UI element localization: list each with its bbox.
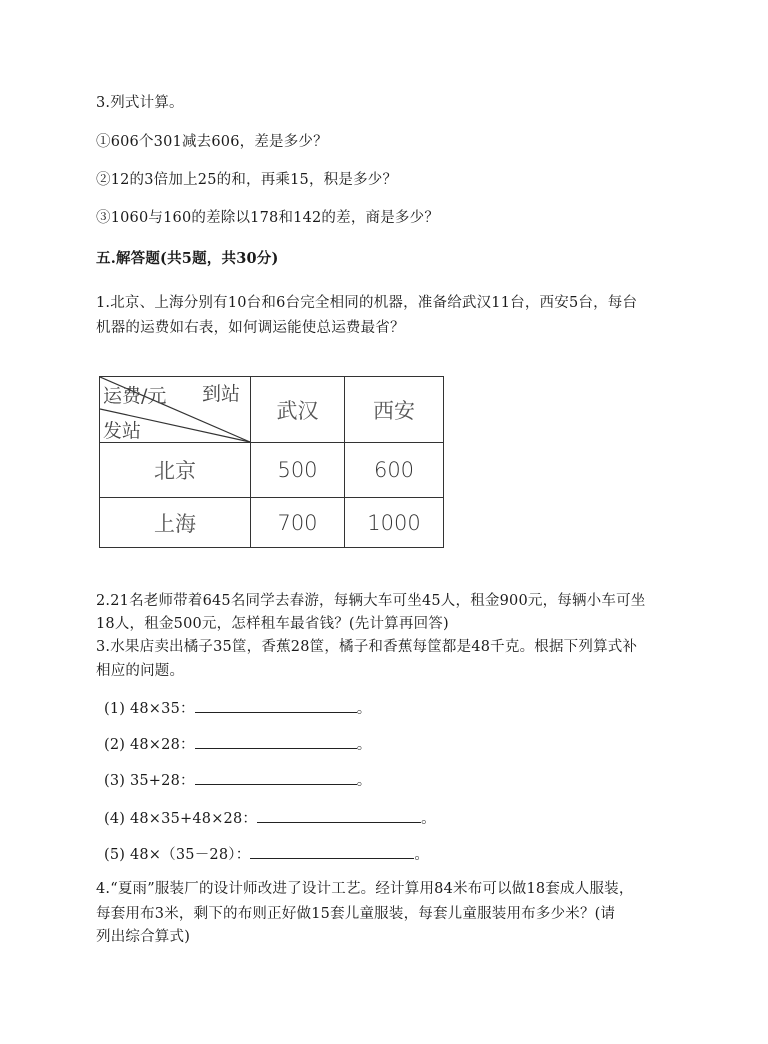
question-1: ①606个301减去606，差是多少？	[96, 134, 328, 150]
answer-blank-2[interactable]	[195, 734, 357, 749]
freight-cost-table	[99, 376, 444, 548]
sub-item-1: (1) 48×35： 。	[104, 697, 371, 718]
section5-heading: 五.解答题(共5题，共30分)	[96, 250, 279, 267]
cell-shanghai-xian: 1000	[367, 510, 421, 535]
corner-label-origin: 发站	[103, 420, 142, 442]
problem-3-line-1: 3.水果店卖出橘子35筐，香蕉28筐，橘子和香蕉每筐都是48千克。根据下列算式补	[96, 639, 638, 655]
problem-3-line-2: 相应的问题。	[96, 663, 185, 679]
problem-4-line-3: 列出综合算式)	[96, 929, 191, 945]
cell-beijing-wuhan: 500	[277, 458, 318, 482]
problem-4-line-2: 每套用布3米，剩下的布则正好做15套儿童服装，每套儿童服装用布多少米？(请	[96, 906, 616, 922]
problem-1-line-2: 机器的运费如右表，如何调运能使总运费最省？	[96, 320, 405, 336]
problem-2-line-1: 2.21名老师带着645名同学去春游，每辆大车可坐45人，租金900元，每辆小车可坐	[96, 593, 646, 609]
cell-shanghai-wuhan: 700	[277, 510, 318, 535]
sub-item-3: (3) 35+28： 。	[104, 769, 371, 790]
problem-1-line-1: 1.北京、上海分别有10台和6台完全相同的机器，准备给武汉11台，西安5台，每台	[96, 295, 638, 311]
sub-item-2: (2) 48×28： 。	[104, 733, 371, 754]
question-2: ②12的3倍加上25的和，再乘15，积是多少？	[96, 172, 398, 188]
answer-blank-5[interactable]	[250, 844, 414, 859]
corner-label-destination: 到站	[202, 383, 241, 405]
problem-4-line-1: 4.“夏雨”服装厂的设计师改进了设计工艺。经计算用84米布可以做18套成人服装，	[96, 881, 634, 897]
row-label-shanghai: 上海	[154, 511, 196, 536]
col-header-wuhan: 武汉	[276, 398, 319, 423]
answer-blank-4[interactable]	[257, 808, 421, 823]
cell-beijing-xian: 600	[373, 458, 415, 482]
question-3: ③1060与160的差除以178和142的差，商是多少？	[96, 210, 440, 226]
sub-item-5: (5) 48×（35－28）： 。	[104, 843, 429, 864]
answer-blank-3[interactable]	[195, 770, 357, 785]
col-header-xian: 西安	[373, 398, 415, 423]
row-label-beijing: 北京	[154, 459, 196, 483]
sub-item-4: (4) 48×35+48×28： 。	[104, 807, 436, 828]
answer-blank-1[interactable]	[195, 698, 357, 713]
problem-2-line-2: 18人，租金500元，怎样租车最省钱？(先计算再回答)	[96, 616, 449, 632]
section3-title: 3.列式计算。	[96, 95, 184, 111]
corner-label-cost: 运费/元	[103, 385, 167, 407]
